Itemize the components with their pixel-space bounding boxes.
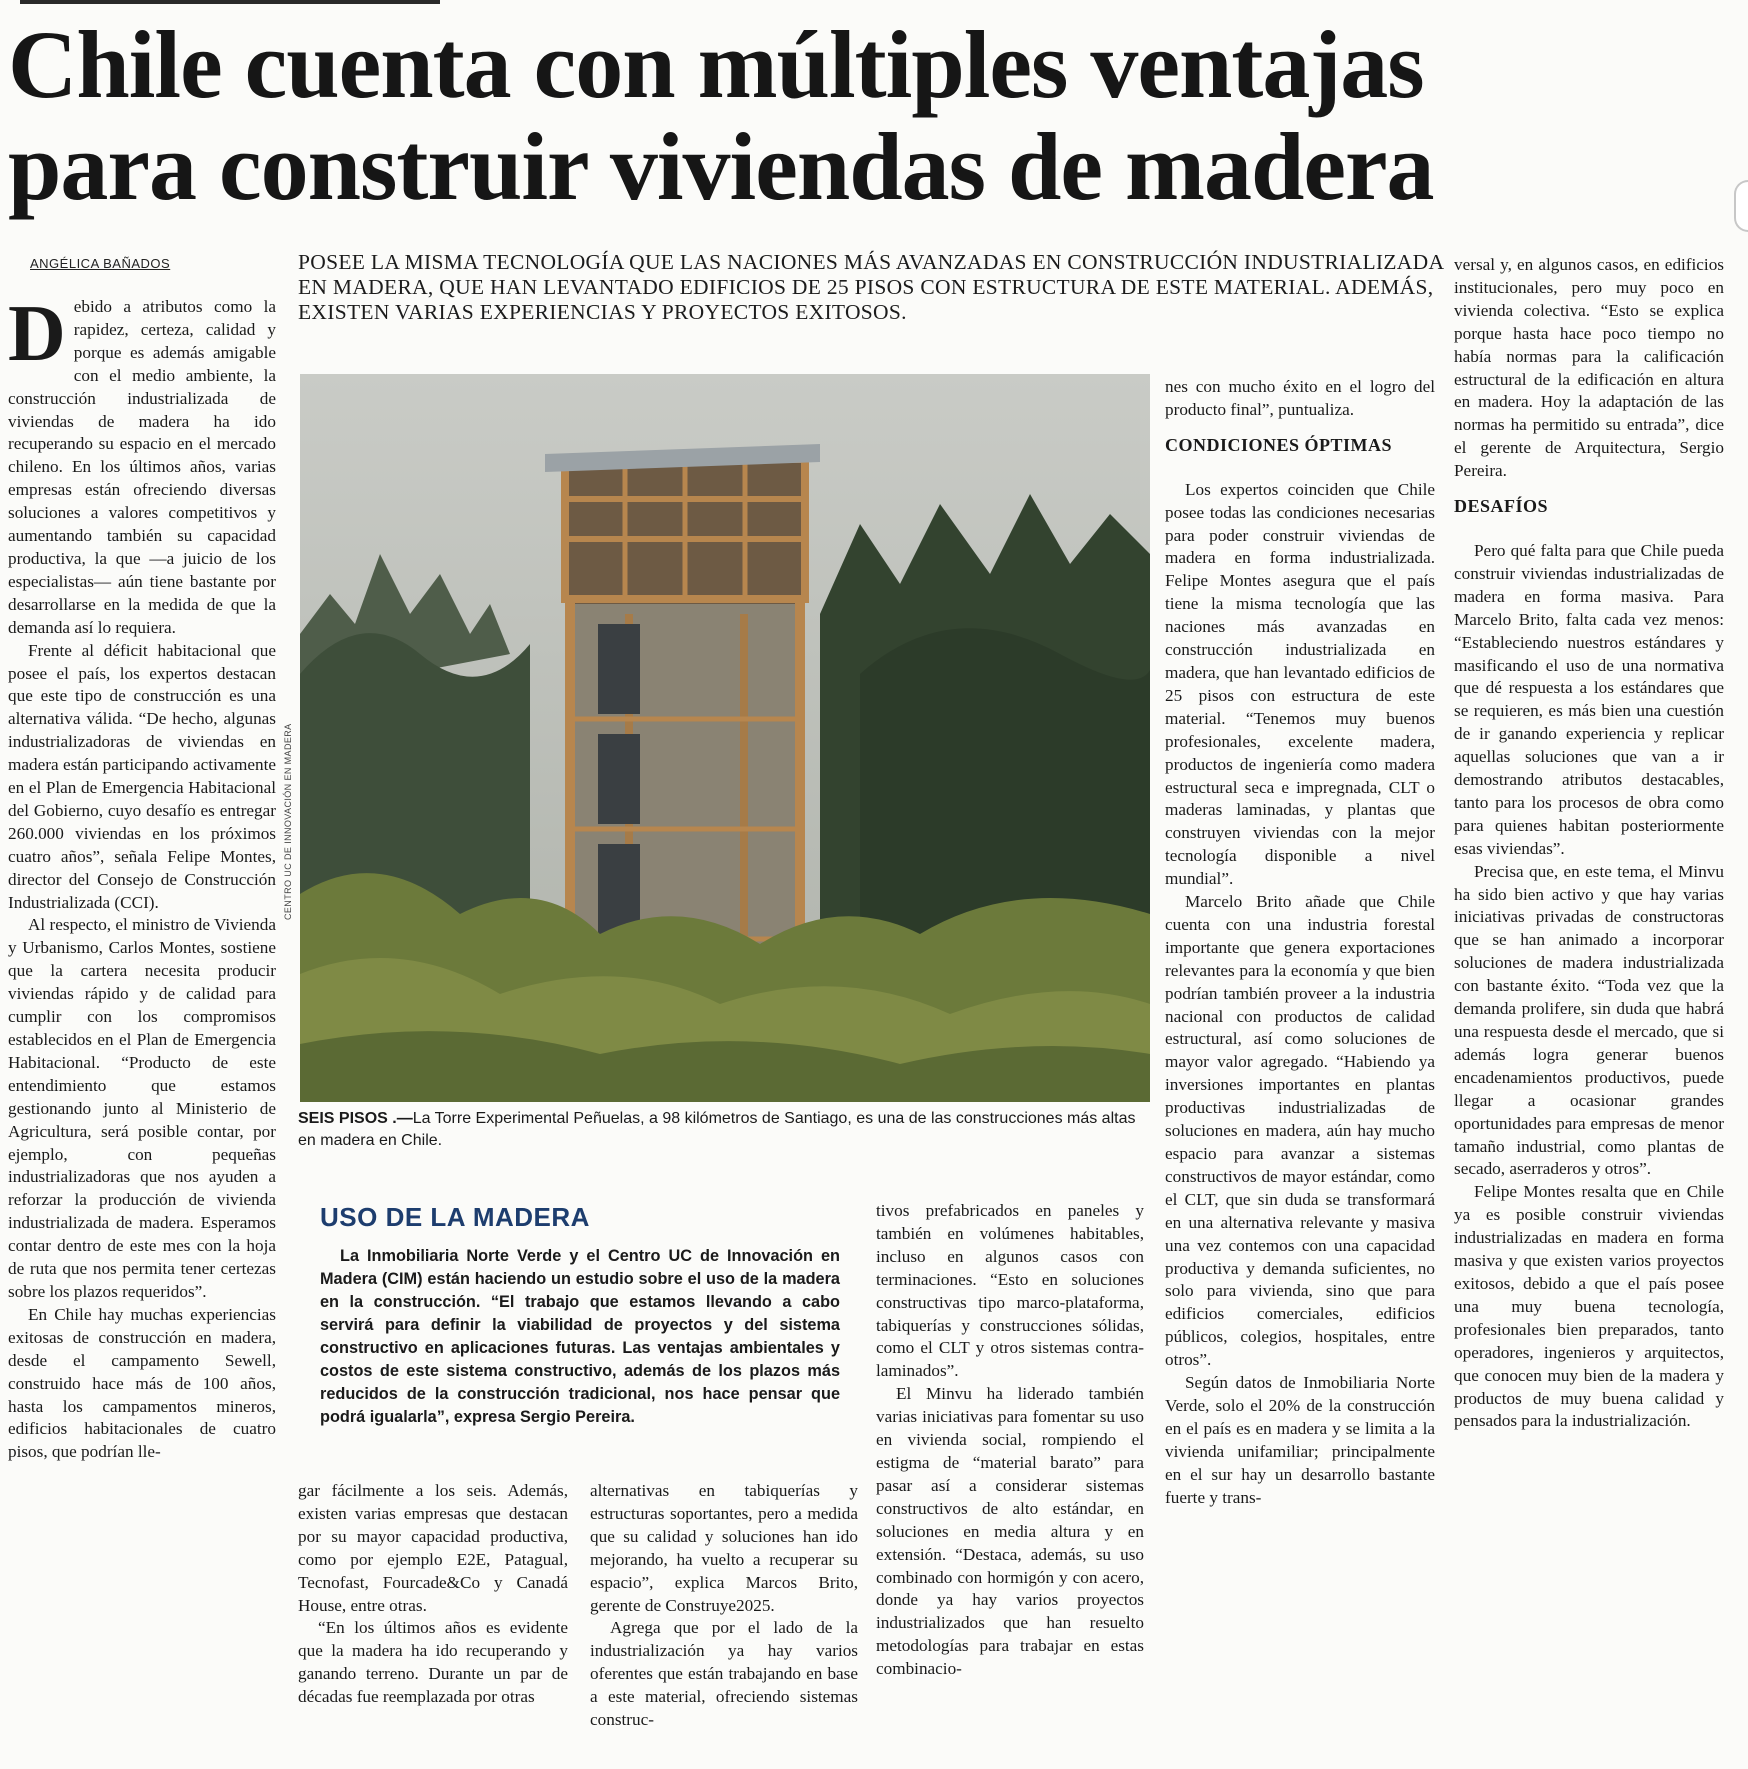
sidebar-box-title: USO DE LA MADERA — [320, 1202, 590, 1232]
paragraph-2: Agrega que por el lado de la industrialización ya hay varios oferentes que están trabajando en base a este material, ofreciendo sistemas construc- — [590, 1618, 858, 1730]
headline-line-2: para construir viviendas de madera — [8, 113, 1434, 220]
drop-cap: D — [8, 290, 66, 378]
paragraph-3: Según datos de Inmobiliaria Norte Verde, solo el 20% de la construcción en el país es en madera y se limita a la vivienda unifamiliar; principalmente en el sur hay un desarrollo bastante fuerte y trans- — [1165, 1373, 1435, 1507]
paragraph-1: Los expertos coinciden que Chile posee todas las condiciones necesarias para poder construir viviendas de madera en forma industrializada. Felipe Montes asegura que el país tiene la misma tecnología que las naciones más avanzadas en construcción industrializada en madera, que han levantado edificios de 25 pisos con estructura de este material. “Tenemos muy buenos profesionales, excelente madera, productos de ingeniería como madera estructural seca e impregnada, CLT o maderas laminadas, y plantas que construyen viviendas con la mejor tecnología disponible a nivel mundial”. — [1165, 479, 1435, 889]
article-column-2 — [298, 1480, 568, 1709]
paragraph-2: El Minvu ha liderado también varias iniciativas para fomentar su uso en vivienda social, rompiendo el estigma de “material barato” para pasar así a considerar sistemas constructivos de alto estándar, en soluciones en media altura y en extensión. “Destaca, además, su uso combinado con hormigón y con acero, donde ya hay varios proyectos industrializados que han resuelto metodologías para trabajar en estas combinacio- — [876, 1384, 1144, 1679]
deck-subheadline: POSEE LA MISMA TECNOLOGÍA QUE LAS NACIONES MÁS AVANZADAS EN CONSTRUCCIÓN INDUSTRIALIZADA EN MADERA, QUE HAN LEVANTADO EDIFICIOS DE 25 PISOS CON ESTRUCTURA DE ESTE MATERIAL. ADEMÁS, EXISTEN VARIAS EXPERIENCIAS Y PROYECTOS EXITOSOS. — [298, 250, 1444, 324]
headline — [8, 11, 1668, 220]
sidebar-box-text: La Inmobiliaria Norte Verde y el Centro UC de Innovación en Madera (CIM) están haciendo un estudio sobre el uso de la madera en la construcción. “El trabajo que estamos llevando a cabo servirá para definir la viabilidad de proyectos y del sistema constructivo en aplicaciones futuras. Las ventajas ambientales y costos de este sistema constructivo, además de los plazos más reducidos de la construcción tradicional, nos hace pensar que podrá igualarla”, expresa Sergio Pereira. — [320, 1247, 840, 1426]
page-side-handle[interactable] — [1734, 180, 1748, 232]
caption-text: La Torre Experimental Peñuelas, a 98 kilómetros de Santiago, es una de las construcciones más altas en madera en Chile. — [298, 1110, 1136, 1149]
paragraph-1 — [8, 290, 276, 640]
paragraph-1: gar fácilmente a los seis. Además, existen varias empresas que destacan por su mayor capacidad productiva, como por ejemplo E2E, Patagual, Tecnofast, Fourcade&Co y Canadá House, entre otras. — [298, 1481, 568, 1615]
paragraph-1: alternativas en tabiquerías y estructuras soportantes, pero a medida que su calidad y soluciones han ido mejorando, ha vuelto a recuperar su espacio”, explica Marcos Brito, gerente de Construye2025. — [590, 1481, 858, 1615]
article-column-6 — [1454, 254, 1724, 1433]
paragraph-1: tivos prefabricados en paneles y también en volúmenes habitables, incluso en algunos casos con terminaciones. “Esto en soluciones constructivas tipo marco-plataforma, tabiquerías y construcciones sólidas, como el CLT y otros sistemas contra-laminados”. — [876, 1201, 1144, 1381]
paragraph-3: Al respecto, el ministro de Vivienda y Urbanismo, Carlos Montes, sostiene que la cartera necesita producir viviendas rápido y de calidad para cumplir con los compromisos establecidos en el Plan de Emergencia Habitacional. “Producto de este entendimiento que estamos gestionando junto al Ministerio de Agricultura, será posible contar, por ejemplo, con pequeñas industrializadoras que nos ayuden a reforzar la producción de vivienda industrializada de madera. Esperamos contar dentro de este mes con la hoja de ruta que nos permita tener certezas sobre los plazos requeridos”. — [8, 915, 276, 1301]
article-column-5 — [1165, 376, 1435, 1510]
paragraph-2: Frente al déficit habitacional que posee el país, los expertos destacan que este tipo de construcción es una alternativa válida. “De hecho, algunas industrializadoras de viviendas en madera están participando activamente en el Plan de Emergencia Habitacional del Gobierno, cuyo desafío es entregar 260.000 viviendas en los próximos cuatro años”, señala Felipe Montes, director del Consejo de Construcción Industrializada (CCI). — [8, 640, 276, 912]
paragraph-1-text: ebido a atributos como la rapidez, certeza, calidad y porque es además amigable con el medio ambiente, la construcción industrializada de viviendas de madera ha ido recuperando su espacio en el mercado chileno. En los últimos años, varias empresas están ofreciendo diversas soluciones a valores competitivos y aumentando también su capacidad productiva, la que —a juicio de los especialistas— aún tiene bastante por desarrollarse en la medida de que la demanda así lo requiera. — [8, 297, 276, 637]
sidebar-box — [320, 1202, 840, 1429]
paragraph-0: versal y, en algunos casos, en edificios institucionales, pero muy poco en vivienda colectiva. “Esto se explica porque hasta hace poco tiempo no había normas para la calificación estructural de la edificación en altura en madera. Hoy la adaptación de las normas ha permitido su entrada”, dice el gerente de Arquitectura, Sergio Pereira. — [1454, 255, 1724, 481]
section-header-strip — [20, 0, 440, 4]
photo-caption — [298, 1108, 1148, 1152]
paragraph-4: En Chile hay muchas experiencias exitosas de construcción en madera, desde el campamento Sewell, construido hace más de 100 años, hasta los campamentos mineros, edificios habitacionales de cuatro pisos, que podrían lle- — [8, 1304, 276, 1462]
photo-credit: CENTRO UC DE INNOVACIÓN EN MADERA — [283, 723, 293, 920]
article-column-1 — [8, 290, 276, 1464]
paragraph-2: “En los últimos años es evidente que la madera ha ido recuperando y ganando terreno. Durante un par de décadas fue reemplazada por otras — [298, 1618, 568, 1707]
caption-lead: SEIS PISOS .— — [298, 1110, 413, 1127]
subhead-condiciones: CONDICIONES ÓPTIMAS — [1165, 434, 1393, 455]
paragraph-1: Pero qué falta para que Chile pueda construir viviendas industrializadas de madera en forma masiva. Para Marcelo Brito, falta cada vez menos: “Estableciendo nuestros estándares y masificando el uso de una normativa que dé respuesta a los estándares que se requieren, es más bien una cuestión de ir ganando experiencia y replicar aquellas soluciones que van a ir demostrando atributos destacables, tanto para los procesos de obra como para quienes habitan posteriormente esas viviendas”. — [1454, 540, 1724, 858]
paragraph-3: Felipe Montes resalta que en Chile ya es posible construir viviendas industrializadas en madera en forma masiva y que existen varios proyectos exitosos, debido a que el país posee una muy buena tecnología, profesionales bien preparados, tanto operadores, ingenieros y arquitectos, que conocen muy bien de la madera y productos de muy buena calidad y pensados para la industrialización. — [1454, 1182, 1724, 1431]
paragraph-2: Marcelo Brito añade que Chile cuenta con una industria forestal importante que genera exportaciones relevantes para la economía y que bien podrían también proveer a la industria nacional con productos de calidad estructural, así como soluciones de mayor valor agregado. “Habiendo ya inversiones importantes en plantas productivas industrializadas de soluciones en madera, aún hay mucho espacio para avanzar a sistemas constructivos de mayor estándar, como el CLT, que sin duda se transformará en una alternativa relevante y masiva una vez contemos con una capacidad productiva y demanda suficientes, no solo para vivienda, sino que para edificios comerciales, edificios públicos, colegios, hospitales, entre otros”. — [1165, 892, 1435, 1370]
paragraph-2: Precisa que, en este tema, el Minvu ha sido bien activo y que hay varias iniciativas privadas de constructoras que se han animado a incorporar soluciones de madera industrializada con bastante éxito. “Toda vez que la demanda prolifere, sin duda que habrá una respuesta desde el mercado, que si además logra generar buenos encadenamientos productivos, puede llegar a ocasionar grandes oportunidades para empresas de menor tamaño industrial, como plantas de secado, aserraderos y otros”. — [1454, 861, 1724, 1179]
tower-photo-illustration — [300, 374, 1150, 1102]
headline-line-1: Chile cuenta con múltiples ventajas — [8, 11, 1424, 118]
article-column-3 — [590, 1480, 858, 1732]
tower-photo — [300, 374, 1150, 1102]
article-column-4 — [876, 1200, 1144, 1681]
paragraph-0: nes con mucho éxito en el logro del producto final”, puntualiza. — [1165, 377, 1435, 419]
byline: ANGÉLICA BAÑADOS — [30, 256, 171, 271]
subhead-desafios: DESAFÍOS — [1454, 496, 1549, 517]
